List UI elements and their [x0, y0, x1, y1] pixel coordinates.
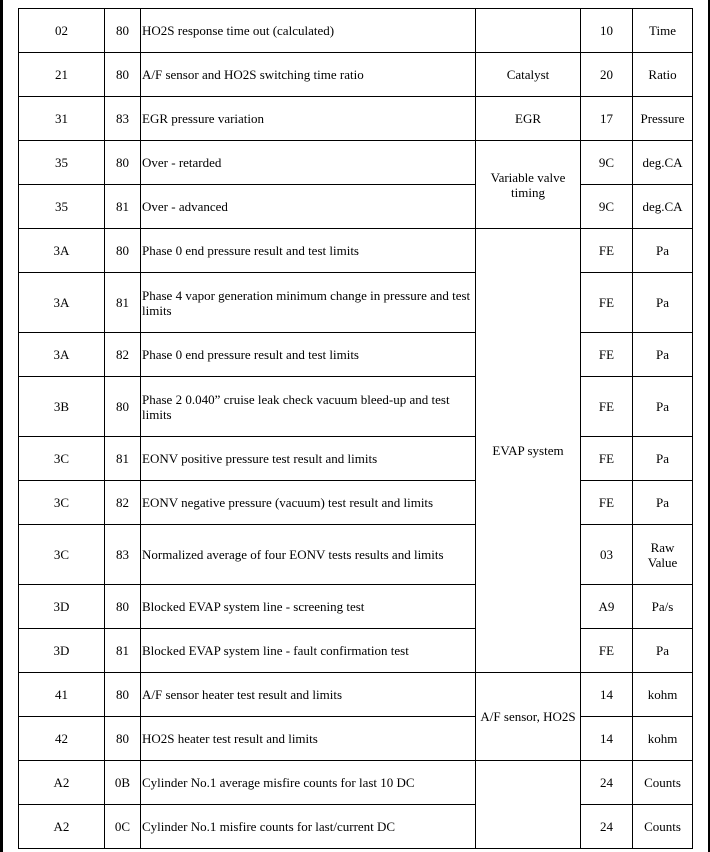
- description-cell: A/F sensor and HO2S switching time ratio: [141, 53, 476, 97]
- cid-cell: 81: [105, 273, 141, 333]
- description-cell: Over - advanced: [141, 185, 476, 229]
- description-cell: Phase 4 vapor generation minimum change in pressure and test limits: [141, 273, 476, 333]
- description-cell: EONV negative pressure (vacuum) test result and limits: [141, 481, 476, 525]
- table-row: [19, 333, 693, 377]
- unit-cell: Pa: [633, 629, 693, 673]
- table-row: [19, 9, 693, 53]
- tid-cell: 42: [19, 717, 105, 761]
- cid-cell: 81: [105, 437, 141, 481]
- tid-cell: 3A: [19, 229, 105, 273]
- tid-cell: 3D: [19, 585, 105, 629]
- unit-cell: Pa: [633, 437, 693, 481]
- table-row: [19, 437, 693, 481]
- unit-conversion-cell: FE: [581, 229, 633, 273]
- cid-cell: 80: [105, 717, 141, 761]
- description-cell: Normalized average of four EONV tests results and limits: [141, 525, 476, 585]
- group-cell-empty: [476, 9, 581, 53]
- description-cell: Phase 0 end pressure result and test limits: [141, 333, 476, 377]
- unit-conversion-cell: FE: [581, 377, 633, 437]
- table-row: [19, 585, 693, 629]
- cid-cell: 0B: [105, 761, 141, 805]
- unit-conversion-cell: 24: [581, 761, 633, 805]
- unit-conversion-cell: 24: [581, 805, 633, 849]
- unit-cell: Counts: [633, 761, 693, 805]
- tid-cell: 3C: [19, 525, 105, 585]
- cid-cell: 83: [105, 97, 141, 141]
- unit-cell: Pa: [633, 481, 693, 525]
- group-cell-egr: EGR: [476, 97, 581, 141]
- unit-cell: kohm: [633, 717, 693, 761]
- cid-cell: 80: [105, 377, 141, 437]
- table-row: [19, 141, 693, 185]
- unit-conversion-cell: 10: [581, 9, 633, 53]
- table-row: [19, 717, 693, 761]
- cid-cell: 80: [105, 585, 141, 629]
- tid-cell: 21: [19, 53, 105, 97]
- tid-cell: 3A: [19, 333, 105, 377]
- tid-cell: 3B: [19, 377, 105, 437]
- unit-cell: Raw Value: [633, 525, 693, 585]
- description-cell: Cylinder No.1 average misfire counts for last 10 DC: [141, 761, 476, 805]
- tid-cell: 02: [19, 9, 105, 53]
- tid-cell: 3C: [19, 481, 105, 525]
- table-row: [19, 805, 693, 849]
- group-cell-empty: [476, 761, 581, 849]
- unit-conversion-cell: FE: [581, 437, 633, 481]
- cid-cell: 81: [105, 629, 141, 673]
- tid-cell: 3A: [19, 273, 105, 333]
- tid-cell: A2: [19, 761, 105, 805]
- description-cell: Phase 2 0.040” cruise leak check vacuum bleed-up and test limits: [141, 377, 476, 437]
- unit-conversion-cell: FE: [581, 629, 633, 673]
- tid-cell: 3D: [19, 629, 105, 673]
- tid-cell: 41: [19, 673, 105, 717]
- tid-cell: 3C: [19, 437, 105, 481]
- unit-conversion-cell: 17: [581, 97, 633, 141]
- unit-conversion-cell: 9C: [581, 185, 633, 229]
- unit-cell: Ratio: [633, 53, 693, 97]
- table-row: [19, 673, 693, 717]
- unit-cell: Pressure: [633, 97, 693, 141]
- tid-cell: 35: [19, 141, 105, 185]
- description-cell: Blocked EVAP system line - fault confirmation test: [141, 629, 476, 673]
- table-row: [19, 97, 693, 141]
- page-left-border: [0, 0, 3, 852]
- unit-conversion-cell: FE: [581, 481, 633, 525]
- cid-cell: 80: [105, 673, 141, 717]
- group-cell-vvt: Variable valve timing: [476, 141, 581, 229]
- unit-cell: Time: [633, 9, 693, 53]
- description-cell: HO2S response time out (calculated): [141, 9, 476, 53]
- cid-cell: 0C: [105, 805, 141, 849]
- unit-cell: Pa: [633, 273, 693, 333]
- group-cell-evap: EVAP system: [476, 229, 581, 673]
- unit-conversion-cell: 14: [581, 673, 633, 717]
- description-cell: Phase 0 end pressure result and test limits: [141, 229, 476, 273]
- table-row: [19, 377, 693, 437]
- cid-cell: 80: [105, 141, 141, 185]
- unit-conversion-cell: A9: [581, 585, 633, 629]
- description-cell: A/F sensor heater test result and limits: [141, 673, 476, 717]
- tid-cell: 35: [19, 185, 105, 229]
- unit-cell: Pa: [633, 333, 693, 377]
- unit-cell: Pa/s: [633, 585, 693, 629]
- cid-cell: 80: [105, 9, 141, 53]
- unit-conversion-cell: 20: [581, 53, 633, 97]
- monitor-test-table: [18, 8, 693, 849]
- description-cell: Blocked EVAP system line - screening test: [141, 585, 476, 629]
- unit-cell: deg.CA: [633, 141, 693, 185]
- table-row: [19, 629, 693, 673]
- table-row: [19, 185, 693, 229]
- unit-cell: Pa: [633, 377, 693, 437]
- cid-cell: 82: [105, 481, 141, 525]
- group-cell-catalyst: Catalyst: [476, 53, 581, 97]
- unit-cell: Pa: [633, 229, 693, 273]
- group-cell-af-sensor: A/F sensor, HO2S: [476, 673, 581, 761]
- table-row: [19, 761, 693, 805]
- table-row: [19, 481, 693, 525]
- cid-cell: 81: [105, 185, 141, 229]
- unit-cell: deg.CA: [633, 185, 693, 229]
- description-cell: EONV positive pressure test result and limits: [141, 437, 476, 481]
- table-row: [19, 53, 693, 97]
- tid-cell: A2: [19, 805, 105, 849]
- unit-conversion-cell: 9C: [581, 141, 633, 185]
- cid-cell: 80: [105, 229, 141, 273]
- unit-conversion-cell: FE: [581, 333, 633, 377]
- table-row: [19, 273, 693, 333]
- tid-cell: 31: [19, 97, 105, 141]
- unit-conversion-cell: 03: [581, 525, 633, 585]
- unit-cell: Counts: [633, 805, 693, 849]
- cid-cell: 82: [105, 333, 141, 377]
- description-cell: Cylinder No.1 misfire counts for last/current DC: [141, 805, 476, 849]
- cid-cell: 83: [105, 525, 141, 585]
- table-row: [19, 229, 693, 273]
- description-cell: Over - retarded: [141, 141, 476, 185]
- description-cell: HO2S heater test result and limits: [141, 717, 476, 761]
- table-row: [19, 525, 693, 585]
- unit-conversion-cell: 14: [581, 717, 633, 761]
- description-cell: EGR pressure variation: [141, 97, 476, 141]
- cid-cell: 80: [105, 53, 141, 97]
- unit-conversion-cell: FE: [581, 273, 633, 333]
- unit-cell: kohm: [633, 673, 693, 717]
